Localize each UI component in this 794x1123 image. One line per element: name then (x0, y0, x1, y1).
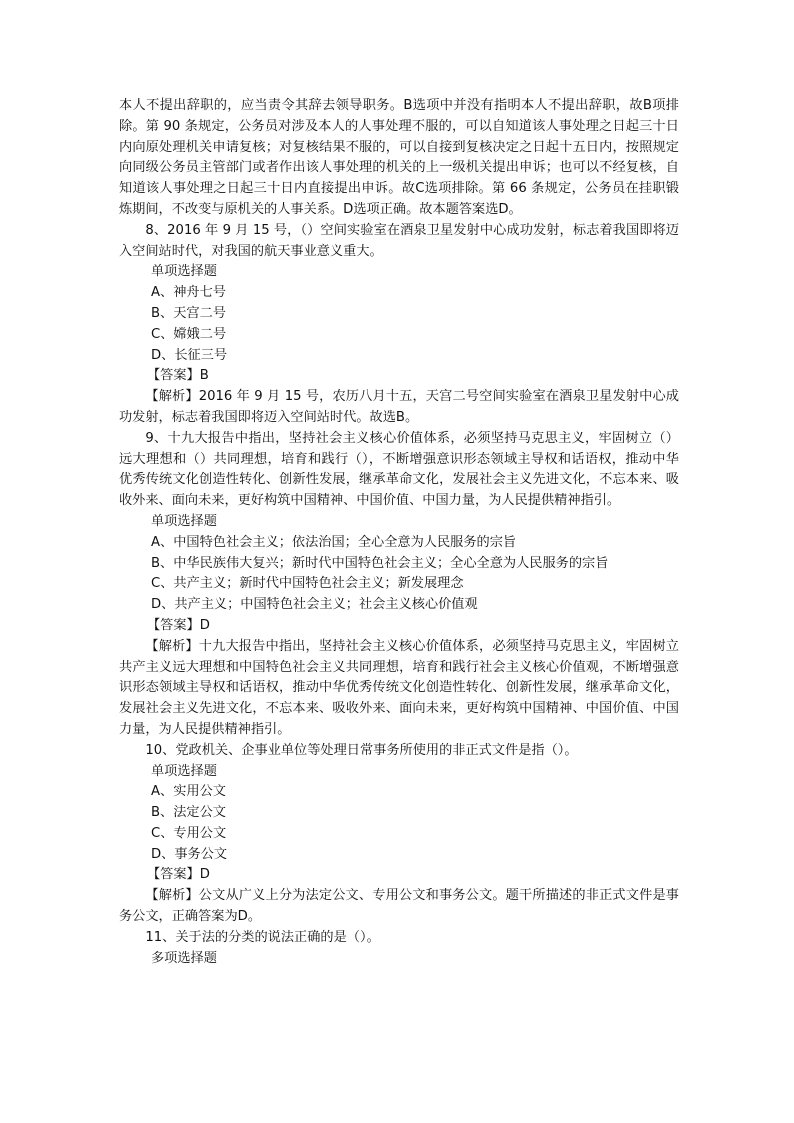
question-11-stem: 11、关于法的分类的说法正确的是（）。 (145, 929, 380, 945)
intro-paragraph: 本人不提出辞职的，应当责令其辞去领导职务。B选项中并没有指明本人不提出辞职，故B项排除。第 90 条规定，公务员对涉及本人的人事处理不服的，可以自知道该人事处理之日起三十日内向原处理机关申请复核；对复核结果不服的，可以自接到复核决定之日起十五日内，按照规定向同级公务员主管部门或者作出该人事处理的机关的上一级机关提出申诉；也可以不经复核，自知道该人事处理之日起三十日内直接提出申诉。故C选项排除。第 66 条规定，公务员在挂职锻炼期间，不改变与原机关的人事关系。D选项正确。故本题答案选D。 (119, 98, 679, 217)
document-page (119, 96, 679, 969)
question-8-stem: 8、2016 年 9 月 15 号，（）空间实验室在酒泉卫星发射中心成功发射，标志着我国即将迈入空间站时代，对我国的航天事业意义重大。 (119, 222, 679, 259)
question-10-option-d: D、事务公文 (151, 846, 228, 862)
question-11-type: 多项选择题 (151, 950, 217, 966)
question-9-option-d: D、共产主义；中国特色社会主义；社会主义核心价值观 (151, 597, 478, 613)
question-9-type: 单项选择题 (151, 513, 217, 529)
question-8-option-a: A、神舟七号 (151, 285, 226, 301)
question-10-option-a: A、实用公文 (151, 784, 226, 800)
question-8-answer: 【答案】B (147, 368, 209, 384)
question-9-option-b: B、中华民族伟大复兴；新时代中国特色社会主义；全心全意为人民服务的宗旨 (151, 555, 609, 571)
question-9-option-a: A、中国特色社会主义；依法治国；全心全意为人民服务的宗旨 (151, 534, 517, 550)
question-8-analysis: 【解析】2016 年 9 月 15 号，农历八月十五，天宫二号空间实验室在酒泉卫星发射中心成功发射，标志着我国即将迈入空间站时代。故选B。 (119, 389, 679, 425)
question-10-analysis: 【解析】公文从广义上分为法定公文、专用公文和事务公文。题干所描述的非正式文件是事务公文，正确答案为D。 (119, 888, 679, 925)
question-8-type: 单项选择题 (151, 264, 217, 280)
question-9-analysis: 【解析】十九大报告中指出，坚持社会主义核心价值体系，必须坚持马克思主义，牢固树立共产主义远大理想和中国特色社会主义共同理想，培育和践行社会主义核心价值观，不断增强意识形态领域主导权和话语权，推动中华优秀传统文化创造性转化、创新性发展，继承革命文化，发展社会主义先进文化，不忘本来、吸收外来、面向未来，更好构筑中国精神、中国价值、中国力量，为人民提供精神指引。 (119, 638, 679, 737)
question-9-answer: 【答案】D (147, 617, 210, 633)
question-10-answer: 【答案】D (147, 867, 210, 883)
question-8-option-c: C、嫦娥二号 (151, 326, 227, 342)
question-9-option-c: C、共产主义；新时代中国特色社会主义；新发展理念 (151, 576, 464, 592)
question-10-option-c: C、专用公文 (151, 825, 227, 841)
question-8-option-d: D、长征三号 (151, 347, 228, 363)
question-10-stem: 10、党政机关、企事业单位等处理日常事务所使用的非正式文件是指（）。 (145, 742, 578, 758)
question-10-option-b: B、法定公文 (151, 805, 226, 821)
question-8-option-b: B、天宫二号 (151, 305, 226, 321)
question-10-type: 单项选择题 (151, 763, 217, 779)
question-9-stem: 9、十九大报告中指出，坚持社会主义核心价值体系，必须坚持马克思主义，牢固树立（）远大理想和（）共同理想，培育和践行（），不断增强意识形态领域主导权和话语权，推动中华优秀传统文化创造性转化、创新性发展，继承革命文化，发展社会主义先进文化，不忘本来、吸收外来、面向未来，更好构筑中国精神、中国价值、中国力量，为人民提供精神指引。 (119, 430, 679, 509)
